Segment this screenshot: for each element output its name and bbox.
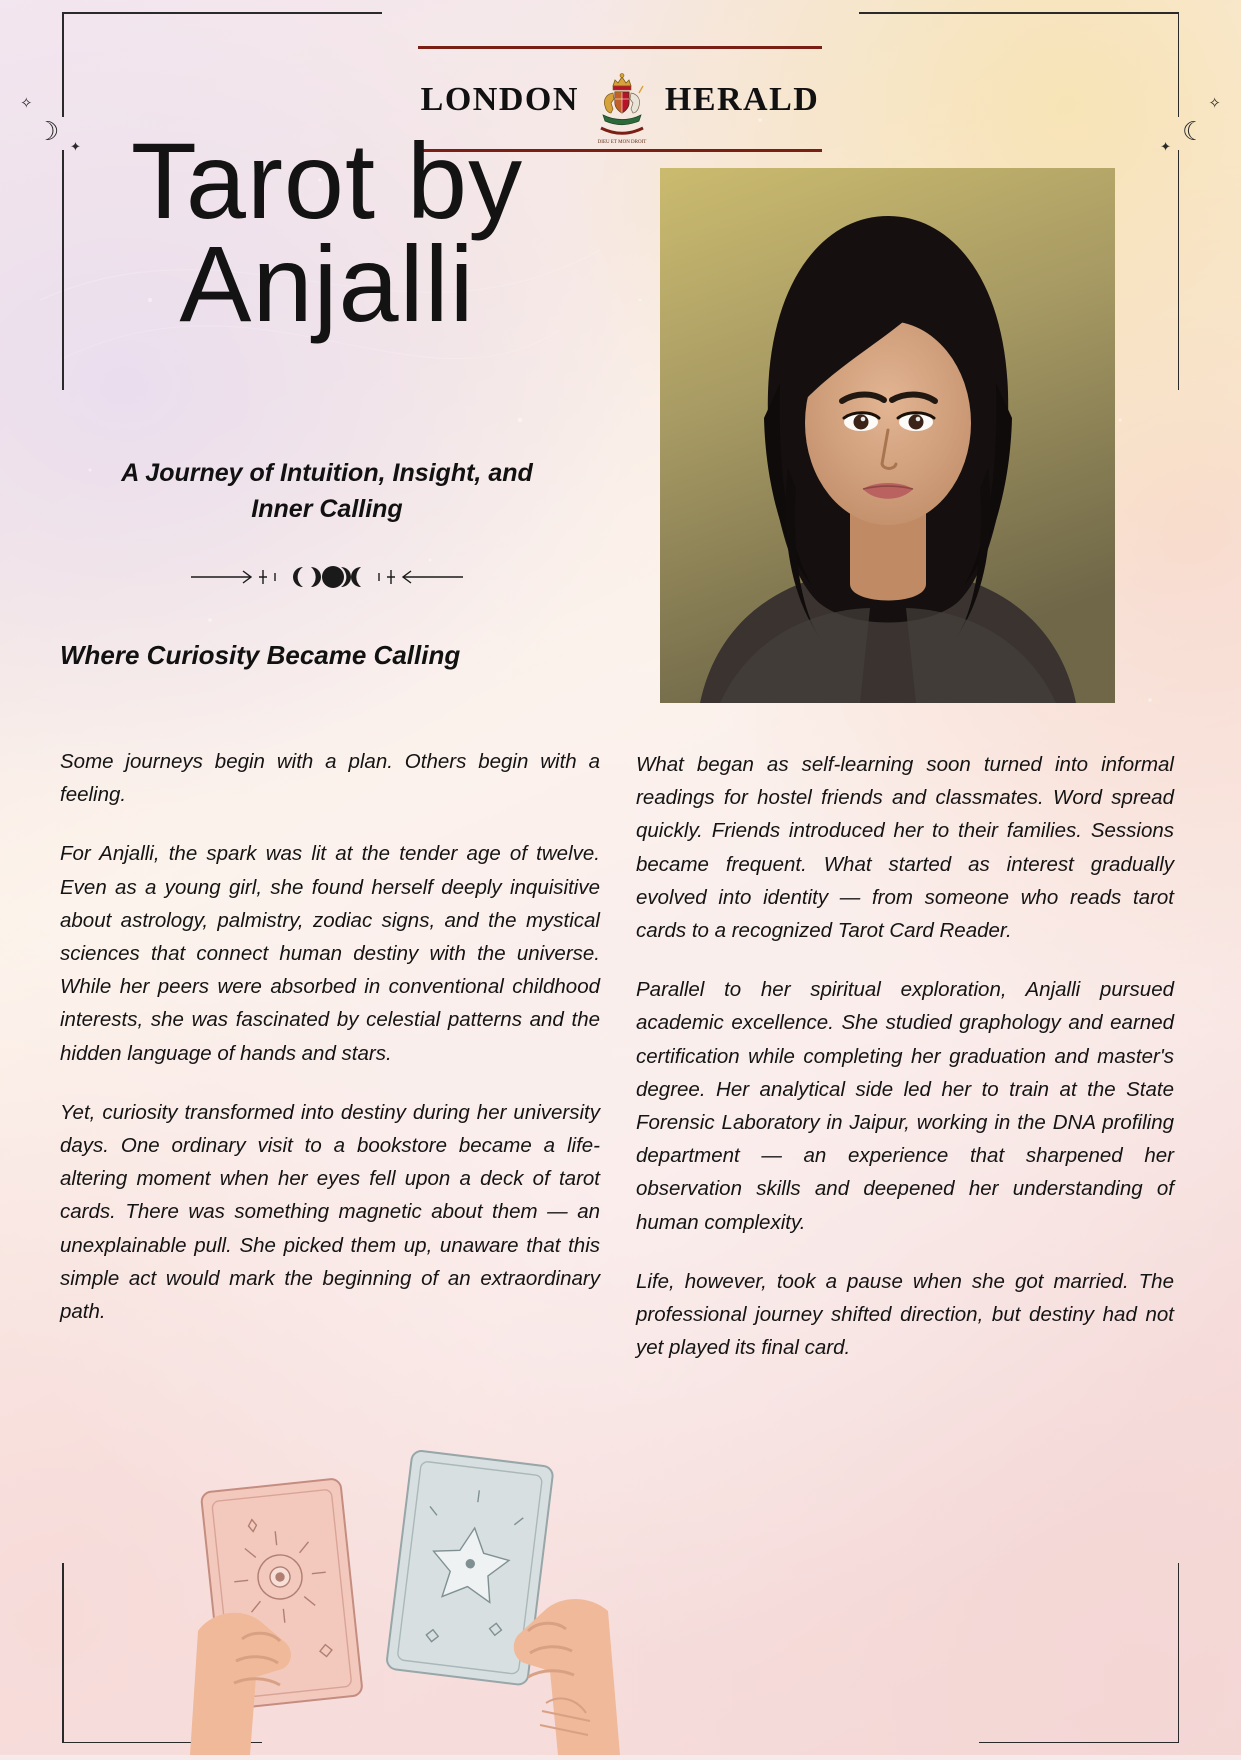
frame-line-bottom-right-vertical	[1178, 1563, 1180, 1743]
paragraph: Some journeys begin with a plan. Others begin with a feeling.	[60, 750, 600, 807]
four-point-star-icon-right: ✦	[1160, 139, 1171, 154]
paragraph: What began as self-learning soon turned into informal readings for hostel friends and classmates. Word spread quickly. Friends introduced her to their families. Sessions became frequent. What started as interest gradually evolved into identity — from someone who reads tarot cards to a recognized Tarot Card Reader.	[636, 753, 1174, 943]
frame-line-bottom-left-vertical	[62, 1563, 64, 1743]
frame-line-top-right	[859, 12, 1179, 14]
frame-line-top-left	[62, 12, 382, 14]
frame-line-left-upper	[62, 12, 64, 117]
paragraph: For Anjalli, the spark was lit at the tender age of twelve. Even as a young girl, she found herself deeply inquisitive about astrology, palmistry, zodiac signs, and the mystical sciences that connect human destiny with the universe. While her peers were absorbed in conventional childhood interests, she was fascinated by celestial patterns and the hidden language of hands and stars.	[60, 842, 600, 1065]
page-subtitle: A Journey of Intuition, Insight, and Inner Calling	[121, 459, 533, 524]
frame-line-right-lower	[1178, 150, 1180, 390]
masthead-word-london: LONDON	[420, 81, 579, 118]
article-column-left	[60, 745, 600, 1328]
hands-holding-tarot-cards-illustration	[190, 1425, 620, 1755]
page-title	[92, 120, 562, 344]
page-title-line2: Anjalli	[179, 222, 475, 344]
frame-line-right-upper	[1178, 12, 1180, 117]
sparkle-icon-left: ✧	[20, 95, 33, 112]
moon-phases-divider	[92, 560, 562, 600]
portrait-photo	[660, 168, 1115, 703]
paragraph: Life, however, took a pause when she got married. The professional journey shifted direction, but destiny had not yet played its final card.	[636, 1269, 1174, 1360]
four-point-star-icon-left: ✦	[70, 139, 81, 154]
sparkle-icon-right: ✧	[1208, 95, 1221, 112]
section-heading: Where Curiosity Became Calling	[60, 640, 461, 670]
page-title-line1: Tarot by	[130, 120, 524, 241]
crescent-moon-icon-left: ☽	[36, 116, 60, 146]
masthead-word-herald: HERALD	[664, 81, 820, 118]
frame-line-left-lower	[62, 150, 64, 390]
paragraph: Parallel to her spiritual exploration, Anjalli pursued academic excellence. She studied graphology and earned certification while completing her graduation and master's degree. Her analytical side led her to train at the State Forensic Laboratory in Jaipur, working in the DNA profiling department — an experience that sharpened her observation skills and deepened her understanding of human complexity.	[636, 978, 1174, 1234]
crescent-moon-icon-right: ☽	[1181, 116, 1205, 146]
frame-line-bottom-right-horizontal	[979, 1742, 1179, 1744]
royal-coat-of-arms-icon	[593, 73, 651, 145]
svg-text:DIEU ET MON DROIT: DIEU ET MON DROIT	[597, 140, 647, 145]
paragraph: Yet, curiosity transformed into destiny during her university days. One ordinary visit to a bookstore became a life-altering moment when her eyes fell upon a deck of tarot cards. There was something magnetic about them — an unexplainable pull. She picked them up, unaware that this simple act would mark the beginning of an extraordinary path.	[60, 1100, 600, 1324]
article-column-right	[636, 748, 1174, 1364]
